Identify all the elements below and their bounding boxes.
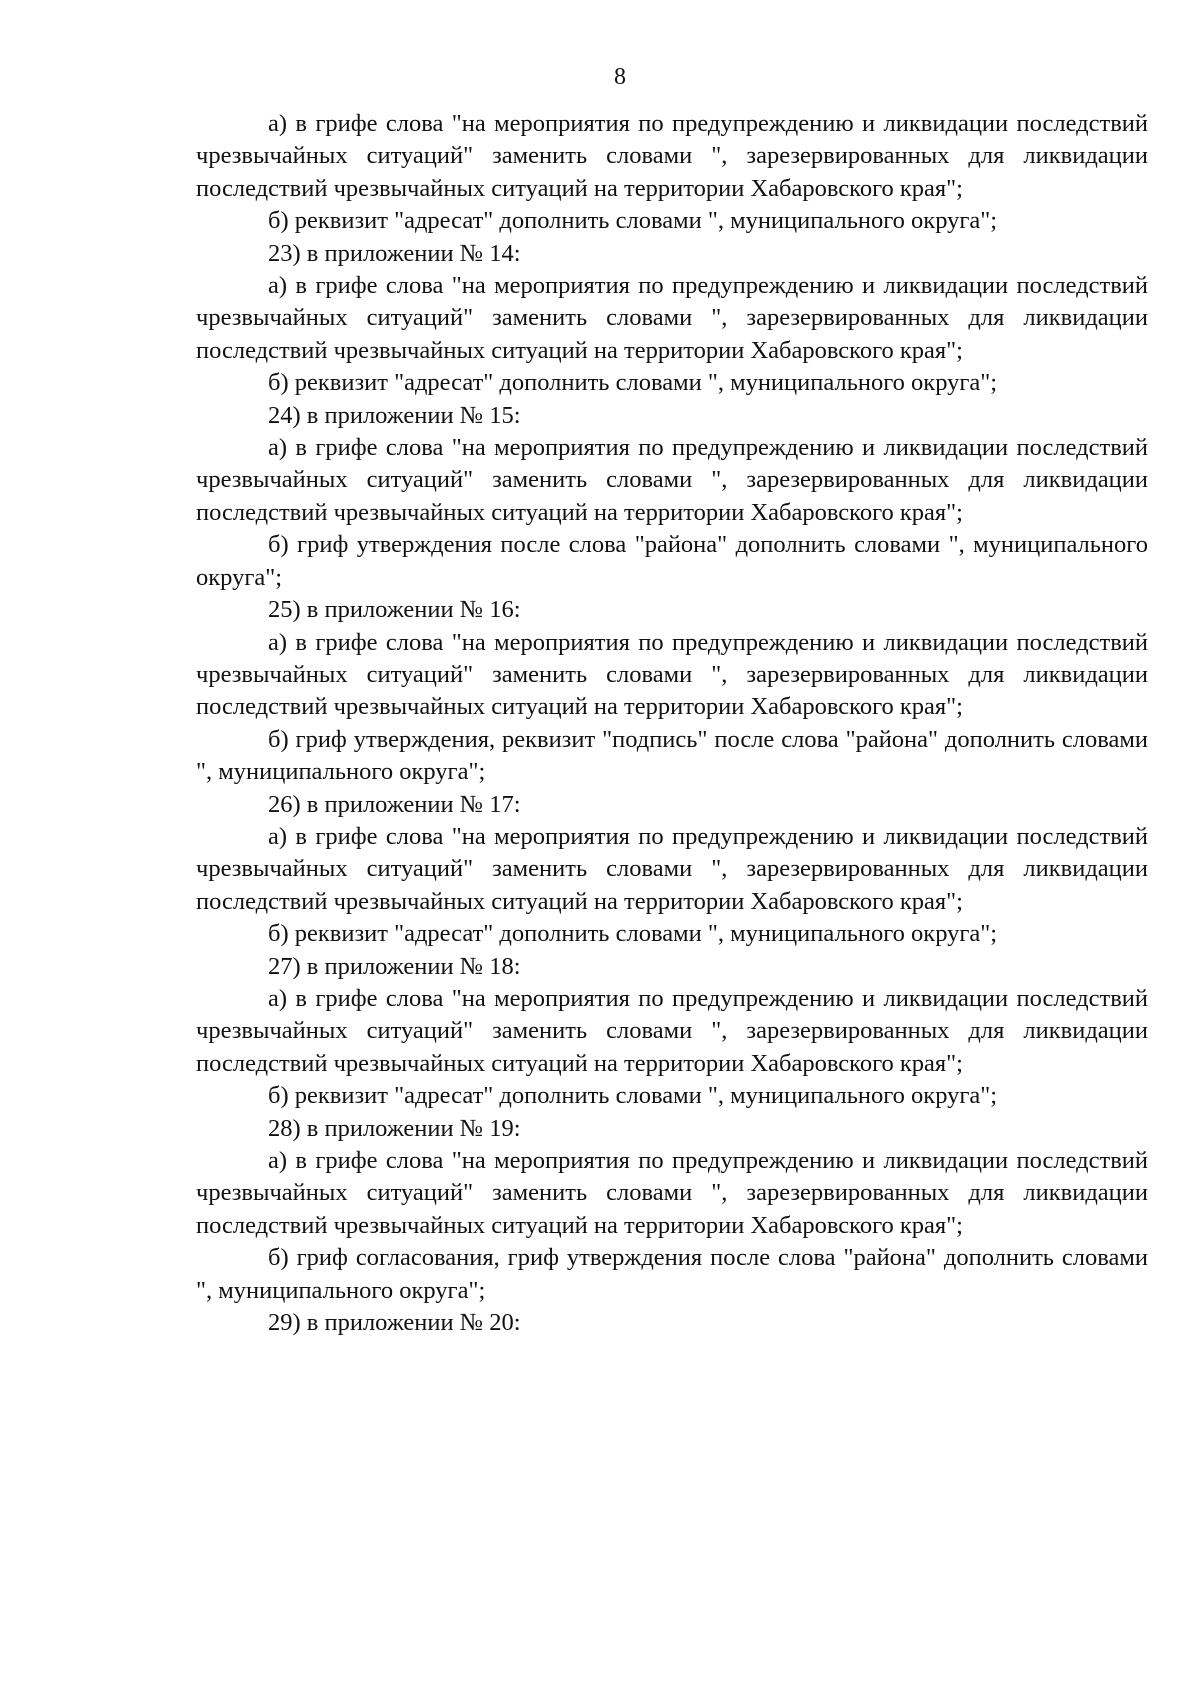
paragraph-1a: а) в грифе слова "на мероприятия по предупреждению и ликвидации последствий чрезвычайных ситуаций" заменить словами ", зарезервированных для ликвидации последствий чрезвычайных ситуаций на территории Хабаровского края"; (196, 110, 1148, 202)
item-28-paragraph-b: б) гриф согласования, гриф утверждения после слова "района" дополнить словами ", муниципального округа"; (196, 1244, 1148, 1304)
item-25-heading: 25) в приложении № 16: (268, 596, 521, 624)
item-29-heading: 29) в приложении № 20: (268, 1309, 521, 1337)
item-23-heading: 23) в приложении № 14: (268, 239, 521, 267)
item-24-paragraph-b: б) гриф утверждения после слова "района" дополнить словами ", муниципального округа"; (196, 531, 1148, 591)
item-26-heading: 26) в приложении № 17: (268, 790, 521, 818)
page-number: 8 (614, 64, 626, 90)
item-28-heading: 28) в приложении № 19: (268, 1114, 521, 1142)
paragraph-1b: б) реквизит "адресат" дополнить словами ", муниципального округа"; (268, 207, 998, 235)
item-24-heading: 24) в приложении № 15: (268, 401, 521, 429)
item-27-paragraph-a: а) в грифе слова "на мероприятия по предупреждению и ликвидации последствий чрезвычайных ситуаций" заменить словами ", зарезервированных для ликвидации последствий чрезвычайных ситуаций на территории Хабаровского края"; (196, 984, 1148, 1077)
item-25-paragraph-a: а) в грифе слова "на мероприятия по предупреждению и ликвидации последствий чрезвычайных ситуаций" заменить словами ", зарезервированных для ликвидации последствий чрезвычайных ситуаций на территории Хабаровского края"; (196, 628, 1148, 721)
item-24-paragraph-a: а) в грифе слова "на мероприятия по предупреждению и ликвидации последствий чрезвычайных ситуаций" заменить словами ", зарезервированных для ликвидации последствий чрезвычайных ситуаций на территории Хабаровского края"; (196, 434, 1148, 526)
item-28-paragraph-a: а) в грифе слова "на мероприятия по предупреждению и ликвидации последствий чрезвычайных ситуаций" заменить словами ", зарезервированных для ликвидации последствий чрезвычайных ситуаций на территории Хабаровского края"; (196, 1147, 1148, 1239)
item-27-heading: 27) в приложении № 18: (268, 952, 521, 980)
item-26-paragraph-b: б) реквизит "адресат" дополнить словами ", муниципального округа"; (268, 920, 998, 948)
item-25-paragraph-b: б) гриф утверждения, реквизит "подпись" после слова "района" дополнить словами ", муниципального округа"; (196, 725, 1148, 786)
item-23-paragraph-a: а) в грифе слова "на мероприятия по предупреждению и ликвидации последствий чрезвычайных ситуаций" заменить словами ", зарезервированных для ликвидации последствий чрезвычайных ситуаций на территории Хабаровского края"; (196, 272, 1148, 364)
document-body (196, 108, 1148, 1339)
item-27-paragraph-b: б) реквизит "адресат" дополнить словами ", муниципального округа"; (268, 1082, 998, 1110)
item-23-paragraph-b: б) реквизит "адресат" дополнить словами ", муниципального округа"; (268, 369, 998, 397)
item-26-paragraph-a: а) в грифе слова "на мероприятия по предупреждению и ликвидации последствий чрезвычайных ситуаций" заменить словами ", зарезервированных для ликвидации последствий чрезвычайных ситуаций на территории Хабаровского края"; (196, 822, 1148, 915)
